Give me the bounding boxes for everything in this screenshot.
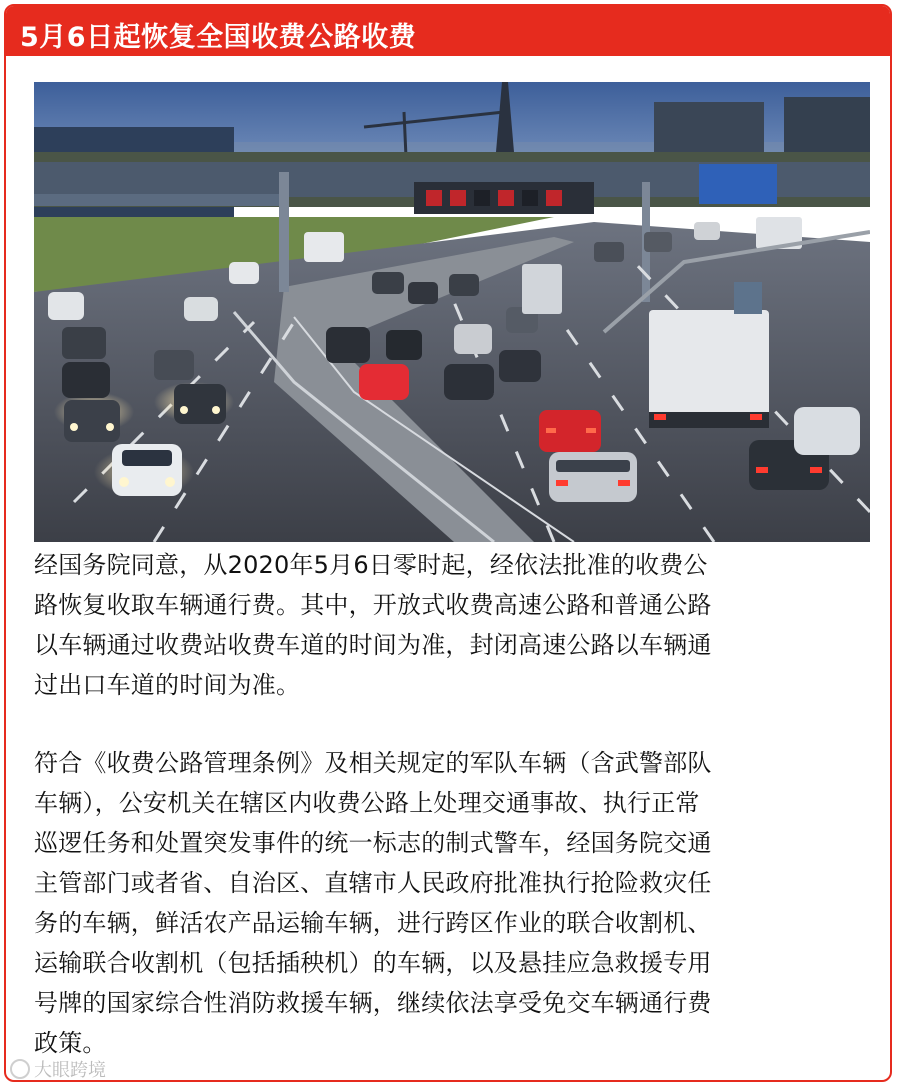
paragraph-2-line: 车辆），公安机关在辖区内收费公路上处理交通事故、执行正常 [34,789,700,817]
paragraph-2-line: 号牌的国家综合性消防救援车辆，继续依法享受免交车辆通行费 [34,989,712,1017]
paragraph-2-line: 巡逻任务和处置突发事件的统一标志的制式警车，经国务院交通 [34,829,712,857]
paragraph-1-line: 路恢复收取车辆通行费。其中，开放式收费高速公路和普通公路 [34,591,712,619]
paragraph-2 [34,743,870,1063]
header-bar [6,6,890,56]
paragraph-1-line: 过出口车道的时间为准。 [34,671,301,699]
paragraph-2-line: 运输联合收割机（包括插秧机）的车辆，以及悬挂应急救援专用 [34,949,712,977]
paragraph-2-line: 主管部门或者省、自治区、直辖市人民政府批准执行抢险救灾任 [34,869,712,897]
paragraph-2-line: 符合《收费公路管理条例》及相关规定的军队车辆（含武警部队 [34,749,712,777]
paragraph-1 [34,545,870,705]
paragraph-1-line: 以车辆通过收费站收费车道的时间为准，封闭高速公路以车辆通 [34,631,712,659]
article-card [4,4,892,1082]
highway-traffic-photo [34,82,870,542]
watermark-text: 大眼跨境 [34,1060,106,1081]
paragraph-1-line: 经国务院同意，从2020年5月6日零时起，经依法批准的收费公 [34,551,708,579]
page-title: 5月6日起恢复全国收费公路收费 [20,22,417,53]
watermark [10,1056,106,1082]
watermark-logo-icon [10,1059,30,1079]
paragraph-2-line: 政策。 [34,1029,107,1057]
paragraph-2-line: 务的车辆，鲜活农产品运输车辆，进行跨区作业的联合收割机、 [34,909,712,937]
